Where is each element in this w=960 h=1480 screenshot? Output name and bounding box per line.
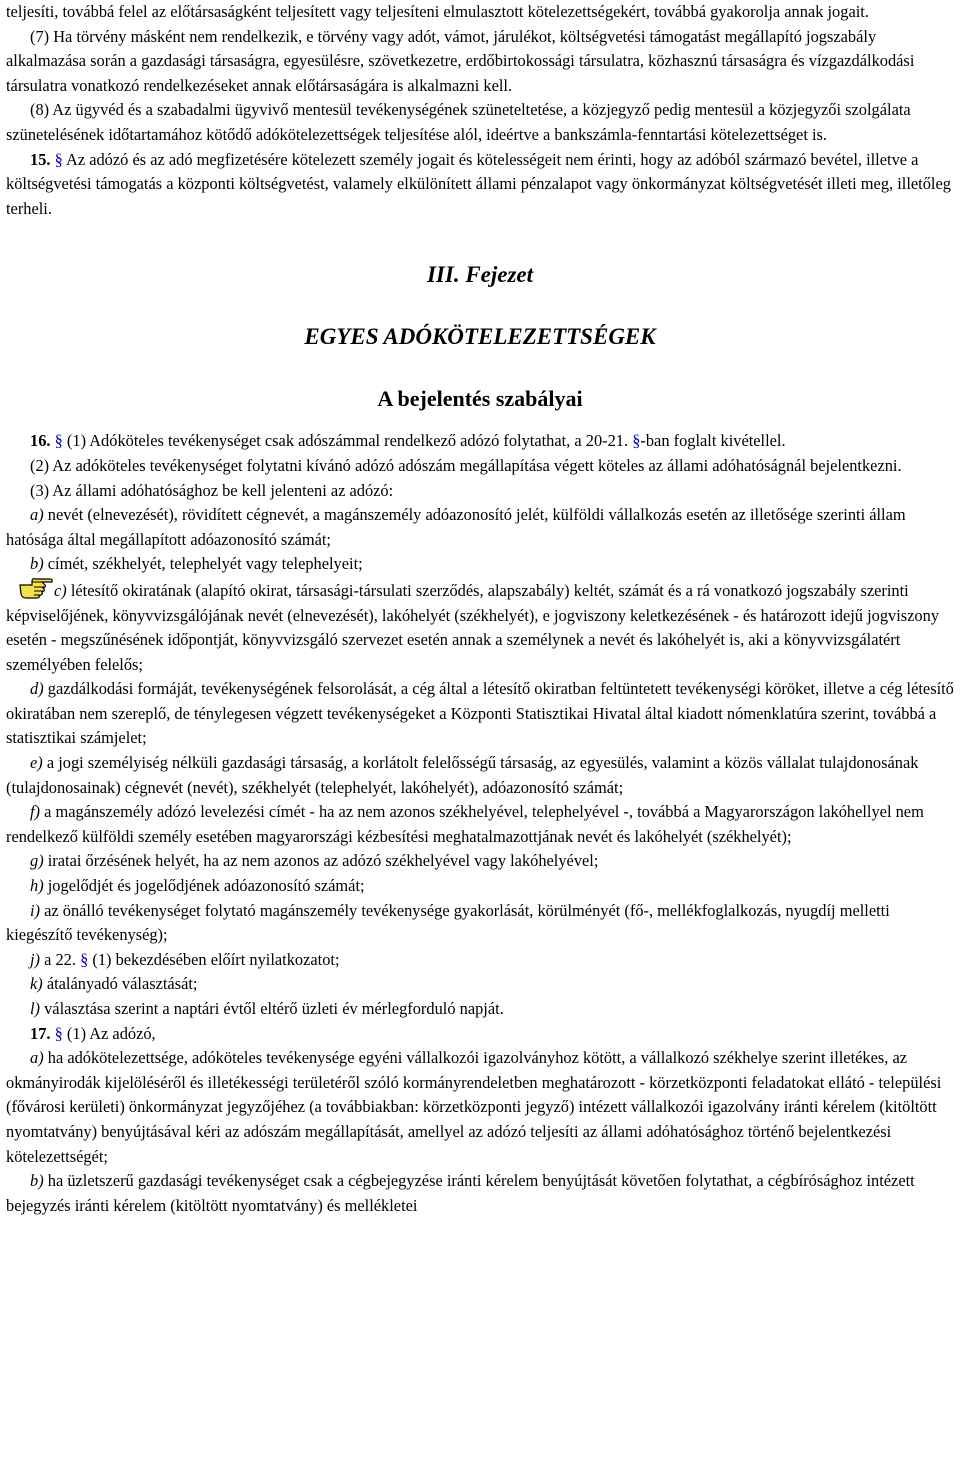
item-text: gazdálkodási formáját, tevékenységének felsorolását, a cég által a létesítő okiratban feltüntetett tevékenységi köröket, illetve a cég létesítő okiratában nem szereplő, de ténylegesen végzett tevékenységeket a Központi Statisztikai Hivatal által kiadott nómenklatúra szerint, továbbá a statisztikai számjelet;: [6, 679, 954, 748]
section-sign-link[interactable]: §: [632, 431, 641, 451]
paragraph-8: (8) Az ügyvéd és a szabadalmi ügyvivő mentesül tevékenységének szüneteltetése, a közjegyző pedig mentesül a közjegyzői szolgálata szünetelésének időtartamához kötődő adókötelezettségek teljesítése alól, ideértve a bankszámla-fenntartási kötelezettséget is.: [6, 100, 911, 144]
section-number: 16.: [30, 431, 51, 451]
item-text: jogelődjét és jogelődjének adóazonosító számát;: [43, 876, 365, 896]
item-label: g): [30, 851, 44, 871]
list-item-17-b: [6, 1169, 954, 1218]
section-text: (1) Adóköteles tevékenységet csak adószámmal rendelkező adózó folytathat, a 20-21.: [62, 431, 633, 451]
list-item-f: [6, 800, 954, 849]
chapter-title: EGYES ADÓKÖTELEZETTSÉGEK: [304, 324, 656, 350]
paragraph-16-3: (3) Az állami adóhatósághoz be kell jelenteni az adózó:: [30, 480, 394, 500]
item-label: a): [30, 505, 44, 525]
item-label: d): [30, 679, 44, 699]
item-text: a jogi személyiség nélküli gazdasági társaság, a korlátolt felelősségű társaság, az egyesülés, valamint a közös vállalat tulajdonosának (tulajdonosainak) cégnevét (nevét), székhelyét (telephelyét, lakóhelyét), adóazonosító számát;: [6, 753, 919, 797]
item-text: átalányadó választását;: [42, 974, 198, 994]
item-text: címét, székhelyét, telephelyét vagy telephelyeit;: [43, 554, 363, 574]
item-text: létesítő okiratának (alapító okirat, társasági-társulati szerződés, alapszabály) keltét, számát és a rá vonatkozó jogszabály szerinti képviselőjének, könyvvizsgálójának nevét (elnevezését), lakóhelyét (székhelyét), e jogviszony keletkezésének - és határozott idejű jogviszony esetén - megszűnésének időpontját, könyvvizsgáló szervezet esetén annak a személynek a nevét és lakóhelyét is, aki a könyvvizsgálatért személyében felelős;: [6, 580, 940, 674]
section-number: 15.: [30, 149, 51, 169]
item-label: k): [30, 974, 43, 994]
item-text: a 22.: [40, 949, 81, 969]
section-text: (1) Az adózó,: [62, 1023, 156, 1043]
paragraph-7: (7) Ha törvény másként nem rendelkezik, e törvény vagy adót, vámot, járulékot, költségvetési támogatást megállapító jogszabály alkalmazása során a gazdasági társaságra, egyesülésre, szövetkezetre, erdőbirtokossági társulatra, közhasznú társaságra és vízgazdálkodási társulatra vonatkozó rendelkezéseket annak előtársaságára is alkalmazni kell.: [6, 26, 915, 95]
item-text: az önálló tevékenységet folytató magánszemély tevékenysége gyakorlását, körülményét (fő-, mellékfoglalkozás, nyugdíj melletti kiegészítő tevékenység);: [6, 900, 890, 945]
section-text: -ban foglalt kivétellel.: [640, 431, 786, 451]
item-text: választása szerint a naptári évtől eltérő üzleti év mérlegforduló napját.: [40, 999, 504, 1018]
list-item-a: [6, 503, 954, 552]
list-item-l: [6, 997, 954, 1022]
section-sign-link[interactable]: §: [54, 149, 63, 169]
item-label: l): [30, 999, 41, 1018]
list-item-17-a: [6, 1046, 954, 1169]
item-text: a magánszemély adózó levelezési címét - ha az nem azonos székhelyével, telephelyével -, továbbá a Magyarországon lakóhellyel nem rendelkező külföldi személy esetében magyarországi kézbesítési meghatalmazottjának nevét és lakóhelyét (székhelyét);: [6, 802, 924, 846]
section-text: Az adózó és az adó megfizetésére kötelezett személy jogait és kötelességeit nem érinti, hogy az adóból származó bevétel, illetve a költségvetési támogatás a központi költségvetést, valamely elkülönített állami pénzalapot vagy önkormányzat költségvetését illeti meg, illetőleg terheli.: [6, 149, 951, 218]
section-sign-link[interactable]: §: [54, 431, 63, 451]
list-item-b: [6, 552, 954, 577]
section-15: [6, 148, 954, 222]
item-label: a): [30, 1048, 44, 1068]
item-text: ha üzletszerű gazdasági tevékenységet csak a cégbejegyzése iránti kérelem benyújtását követően folytathat, a cégbírósághoz intézett bejegyzés iránti kérelem (kitöltött nyomtatvány) és mellékletei: [6, 1171, 915, 1215]
section-sign-link[interactable]: §: [54, 1023, 63, 1043]
list-item-j: [6, 948, 954, 973]
item-label: e): [30, 753, 43, 773]
item-text: ha adókötelezettsége, adóköteles tevékenysége egyéni vállalkozói igazolványhoz kötött, a vállalkozó székhelye szerint illetékes, az okmányirodák kijelöléséről és illetékességi területéről szóló kormányrendeletben meghatározott - körzetközponti feladatokat ellátó - települési (fővárosi kerületi) önkormányzat jegyzőjéhez (a továbbiakban: körzetközponti jegyző) intézett vállalkozói igazolvány iránti kérelem (kitöltött nyomtatvány) benyújtásával kéri az adószám megállapítását, amellyel az adózó teljesíti az állami adóhatósághoz történő bejelentkezési kötelezettségét;: [6, 1048, 942, 1166]
list-item-k: [6, 972, 954, 997]
chapter-heading: III. Fejezet: [426, 262, 534, 288]
item-label: h): [30, 876, 44, 896]
list-item-d: [6, 677, 954, 751]
section-number: 17.: [30, 1023, 51, 1043]
subchapter-title: A bejelentés szabályai: [377, 386, 583, 412]
item-label: j): [30, 949, 41, 969]
section-17: [6, 1022, 954, 1047]
item-label: f): [30, 802, 41, 822]
item-text: nevét (elnevezését), rövidített cégnevét, a magánszemély adóazonosító jelét, külföldi vállalkozás esetén az illetősége szerinti állam hatósága által megállapított adóazonosító számát;: [6, 505, 906, 549]
section-sign-link[interactable]: §: [80, 949, 89, 969]
paragraph-16-2: (2) Az adóköteles tevékenységet folytatni kívánó adózó adószám megállapítása végett köteles az állami adóhatóságnál bejelentkezni.: [30, 455, 902, 475]
list-item-e: [6, 751, 954, 800]
item-label: c): [54, 580, 67, 600]
item-text: (1) bekezdésében előírt nyilatkozatot;: [88, 949, 340, 969]
list-item-i: [6, 899, 954, 948]
list-item-h: [6, 874, 954, 899]
pointing-hand-icon[interactable]: [18, 577, 54, 599]
item-label: b): [30, 554, 44, 574]
paragraph-continuation: teljesíti, továbbá felel az előtársaságként teljesített vagy teljesíteni elmulasztott kötelezettségekért, továbbá gyakorolja annak jogait.: [6, 2, 869, 21]
list-item-g: [6, 849, 954, 874]
item-text: iratai őrzésének helyét, ha az nem azonos az adózó székhelyével vagy lakóhelyével;: [43, 851, 599, 871]
item-label: b): [30, 1171, 44, 1191]
item-label: i): [30, 900, 41, 920]
section-16: [6, 429, 954, 454]
list-item-c: [6, 577, 954, 677]
